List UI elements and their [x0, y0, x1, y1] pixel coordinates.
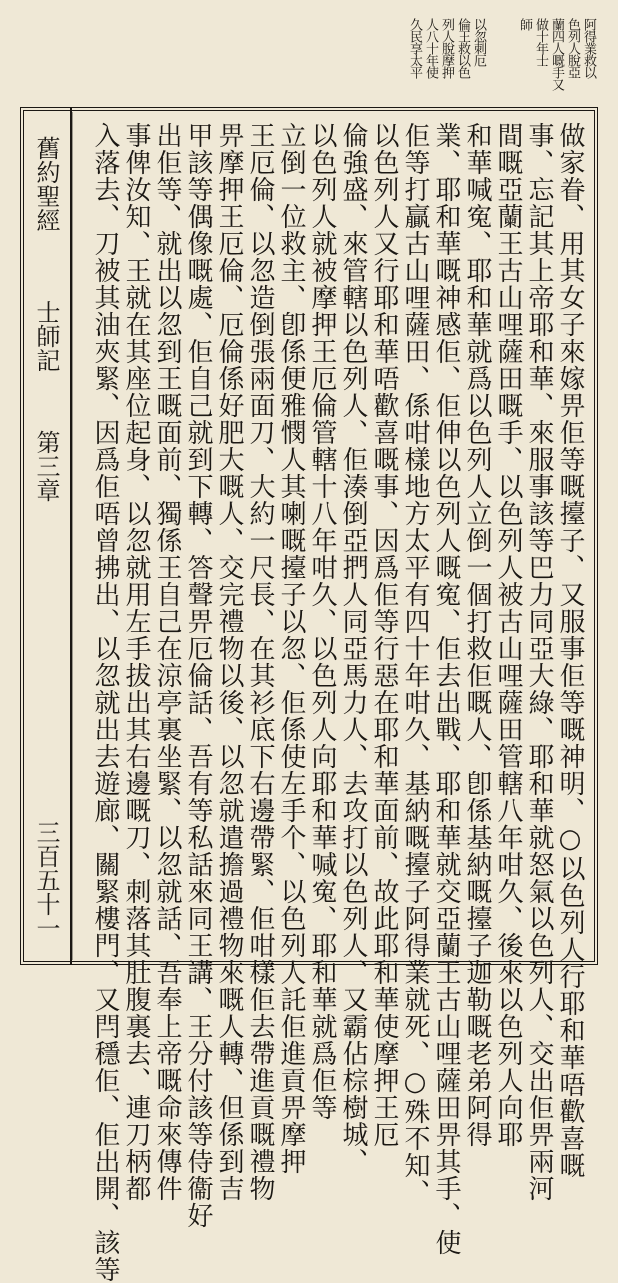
text-column: 業、耶和華嘅神感佢、佢伸以色列人嘅寃、佢去出戰、耶和華就交亞蘭王古山哩薩田畀其手、使	[431, 122, 461, 1256]
header-note: 蘭四人嘅手又	[549, 18, 564, 90]
header-note: 人八十年使	[423, 18, 438, 78]
text-column: 以色列人又行耶和華唔歡喜嘅事、因爲佢等行惡在耶和華面前、故此耶和華使摩押王厄	[369, 122, 399, 1148]
text-column: 事、忘記其上帝耶和華、來服事該等巴力同亞大綠、耶和華就怒氣以色列人、交出佢畀兩河	[524, 122, 554, 1202]
header-note: 久民享太平	[407, 18, 422, 78]
text-column: 出佢等、就出以忽到王嘅面前、獨係王自己在涼亭裏坐緊、以忽就話、吾奉上帝嘅命來傳件	[152, 122, 182, 1202]
text-column: 和華喊寃、耶和華就爲以色列人立倒一個打救佢嘅人、卽係基納嘅擡子迦勒嘅老弟阿得	[462, 122, 492, 1148]
chapter-label: 第三章	[32, 430, 60, 502]
book-title: 舊約聖經	[32, 136, 60, 232]
text-column: 做家眷、用其女子來嫁畀佢等嘅擡子、又服事佢等嘅神明、○以色列人行耶和華唔歡喜嘅	[555, 122, 585, 1179]
text-column: 畀摩押王厄倫、厄倫係好肥大嘅人、交完禮物以後、以忽就遣擔過禮物來嘅人轉、但係到吉	[214, 122, 244, 1202]
text-column: 倫強盛、來管轄以色列人、佢湊倒亞捫人同亞馬力人、去攻打以色列人、又霸佔棕樹城、	[338, 122, 368, 1175]
header-notes	[255, 18, 595, 108]
header-note: 做十年士	[533, 18, 548, 66]
text-column: 立倒一位救主、卽係便雅憫人其喇嘅擡子以忽、佢係使左手个、以色列人託佢進貢畀摩押	[276, 122, 306, 1175]
text-column: 佢等打贏古山哩薩田、係咁樣地方太平有四十年咁久、基納嘅擡子阿得業就死、○殊不知、	[400, 122, 430, 1206]
header-note: 師	[517, 18, 532, 30]
header-note: 色列人脫亞	[565, 18, 580, 78]
text-column: 甲該等偶像嘅處、佢自己就到下轉、答聲畀厄倫話、吾有等私話來同王講、王分付該等侍衞好	[183, 122, 213, 1229]
page-number: 三百五十一	[32, 820, 60, 940]
book-name: 士師記	[32, 300, 60, 372]
text-column: 間嘅亞蘭王古山哩薩田嘅手、以色列人被古山哩薩田管轄八年咁久、後來以色列人向耶	[493, 122, 523, 1148]
header-note: 倫王救以色	[455, 18, 470, 78]
text-column: 王厄倫、以忽造倒張兩面刀、大約一尺長、在其衫底下右邊帶緊、佢咁樣佢去帶進貢嘅禮物	[245, 122, 275, 1202]
text-column: 入落去、刀被其油夾緊、因爲佢唔曾拂出、以忽就出去遊廊、關緊樓門、又閂穩佢、佢出開、該等	[90, 122, 120, 1283]
text-column: 事俾汝知、王就在其座位起身、以忽就用左手拔出其右邊嘅刀、刺落其肚腹裏去、連刀柄都	[121, 122, 151, 1202]
text-column: 以色列人就被摩押王厄倫管轄十八年咁久、以色列人向耶和華喊寃、耶和華就爲佢等	[307, 122, 337, 1121]
header-note: 列人脫摩押	[439, 18, 454, 78]
header-note: 以忽刺厄	[471, 18, 486, 66]
header-note: 阿得業救以	[581, 18, 596, 78]
